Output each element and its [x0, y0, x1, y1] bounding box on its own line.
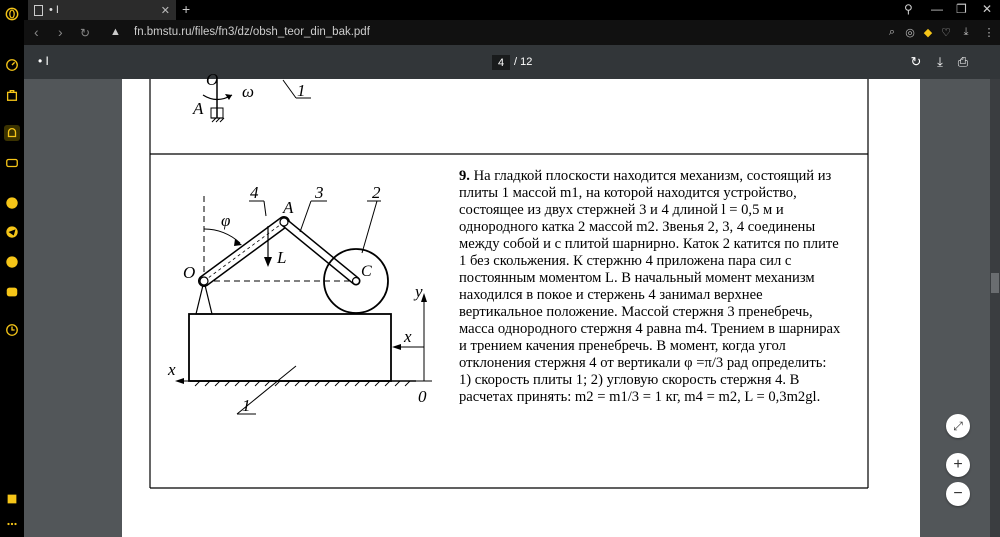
label-O: O — [183, 263, 196, 282]
label-y: y — [415, 282, 423, 301]
top-label-A: A — [193, 99, 204, 118]
top-label-omega: ω — [242, 82, 255, 101]
tab-title: • I — [49, 4, 59, 16]
lens-icon[interactable]: ⌕ — [888, 25, 896, 38]
label-2: 2 — [372, 183, 381, 202]
download-pdf-icon[interactable]: ⤓ — [937, 54, 943, 69]
back-icon[interactable]: ‹ — [34, 24, 39, 40]
rotate-icon[interactable]: ↻ — [910, 54, 922, 69]
top-label-1: 1 — [297, 81, 306, 100]
restore-icon[interactable]: ❐ — [956, 2, 967, 16]
fit-page-button[interactable]: ⤢ — [946, 414, 970, 438]
label-phi: φ — [221, 211, 231, 230]
download-icon[interactable]: ⤓ — [963, 25, 969, 38]
hinge-O — [200, 277, 208, 285]
menu-dots-icon[interactable]: ⋮ — [983, 26, 995, 39]
camera-icon[interactable]: ◎ — [905, 26, 915, 39]
close-tab-icon[interactable]: ✕ — [160, 4, 170, 17]
reload-icon[interactable]: ↻ — [80, 26, 91, 40]
label-4: 4 — [250, 183, 259, 202]
zoom-in-button[interactable]: + — [946, 453, 970, 477]
label-A: A — [283, 198, 294, 217]
page-total: / 12 — [514, 56, 533, 68]
label-x-left: x — [168, 360, 176, 379]
bookmark-icon[interactable]: ♡ — [941, 26, 951, 39]
problem-number: 9. — [459, 168, 470, 184]
scrollbar[interactable] — [990, 79, 1000, 537]
problem-questions: 1) скорость плиты 1; 2) угловую скорость стержня 4. В расчетах принять: m2 = m1/3 = 1 кг, m4 = m2, L = 0,3m2gl. — [459, 372, 821, 405]
close-window-icon[interactable]: ✕ — [982, 2, 993, 16]
hinge-A — [280, 218, 288, 226]
shield-icon[interactable]: ◆ — [923, 26, 933, 39]
label-L: L — [277, 248, 287, 267]
scrollbar-thumb[interactable] — [991, 273, 999, 293]
forward-icon[interactable]: › — [58, 24, 63, 40]
label-1: 1 — [242, 396, 251, 415]
hinge-C — [353, 278, 360, 285]
label-3: 3 — [315, 183, 324, 202]
problem-text — [459, 168, 849, 406]
problem-statement: На гладкой плоскости находится механизм, состоящий из плиты 1 массой m1, на которой находится устройство, состоящее из двух стержней 3 и 4 длиной l = 0,5 м и однородного катка 2 массой m2. Звенья 2, 3, 4 соединены между собой и с плитой шарнирно. Каток 2 катится по плите 1 без скольжения. К стержню 4 приложена пара сил с постоянным моментом L. В начальный момент механизм находился в покое и стержень 4 занимал верхнее вертикальное положение. Массой стержня 3 пренебречь, масса однородного стержня 4 равна m4. Трением в шарнирах и трением качения пренебречь. В момент, когда угол отклонения стержня 4 от вертикали φ =π/3 рад определить: — [459, 168, 841, 371]
new-tab-button[interactable]: + — [182, 1, 191, 17]
phi-arc — [204, 229, 240, 243]
url-text[interactable]: fn.bmstu.ru/files/fn3/dz/obsh_teor_din_bak.pdf — [134, 26, 370, 38]
minimize-icon[interactable]: — — [931, 2, 943, 16]
page-number-input[interactable]: 4 — [492, 55, 510, 70]
search-icon[interactable]: ⚲ — [904, 2, 913, 16]
warning-icon[interactable]: ▲ — [110, 26, 121, 38]
top-label-O: O — [206, 70, 219, 89]
label-x-right: x — [404, 327, 412, 346]
label-0: 0 — [418, 387, 427, 406]
zoom-out-button[interactable]: − — [946, 482, 970, 506]
label-C: C — [361, 263, 372, 280]
print-icon[interactable]: ⎙ — [957, 54, 969, 69]
pdf-menu-button[interactable]: • I — [38, 54, 49, 68]
